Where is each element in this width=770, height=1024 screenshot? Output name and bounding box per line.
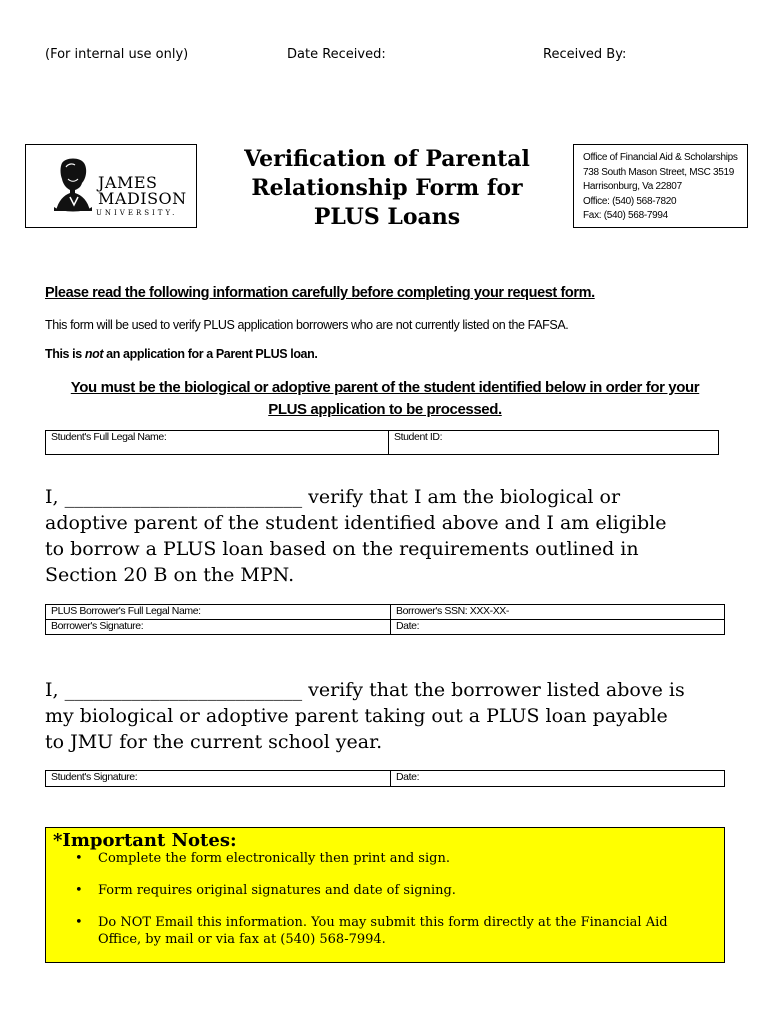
jmu-logo (25, 144, 197, 228)
statement-line: to JMU for the current school year. (45, 731, 383, 753)
eligibility-line: PLUS application to be processed. (268, 401, 502, 418)
statement-line: to borrow a PLUS loan based on the requirements outlined in (45, 538, 639, 560)
borrower-signature-field[interactable] (46, 620, 391, 635)
office-address-box (573, 144, 748, 228)
student-signature-field[interactable] (46, 771, 391, 787)
eligibility-line: You must be the biological or adoptive parent of the student identified below in order for your (70, 379, 700, 396)
note-text: Form requires original signatures and date of signing. (98, 883, 456, 898)
office-phone: Office: (540) 568-7820 (583, 195, 677, 207)
note-text: Do NOT Email this information. You may submit this form directly at the Financial Aid Office, by mail or via fax at (540) 568-7994. (98, 915, 668, 947)
note-text: Complete the form electronically then print and sign. (98, 851, 450, 866)
student-name-label: Student's Full Legal Name: (51, 431, 167, 443)
read-carefully-heading: Please read the following information carefully before completing your request form. (45, 285, 595, 301)
borrower-info-table (45, 604, 725, 635)
list-item (46, 882, 708, 899)
form-title-line: Relationship Form for (251, 175, 523, 201)
internal-use-label: (For internal use only) (45, 47, 189, 62)
student-name-field[interactable] (46, 431, 389, 455)
student-signature-label: Student's Signature: (51, 771, 138, 783)
borrower-ssn-field[interactable] (391, 605, 725, 620)
bullet-icon: • (75, 883, 83, 898)
statement-line: Section 20 B on the MPN. (45, 564, 295, 586)
student-info-table (45, 430, 719, 455)
student-date-field[interactable] (391, 771, 725, 787)
statement-line: I, _________________________ verify that I am the biological or (45, 486, 621, 508)
borrower-date-label: Date: (396, 620, 420, 632)
office-city: Harrisonburg, Va 22807 (583, 181, 682, 192)
list-item (46, 914, 708, 948)
borrower-date-field[interactable] (391, 620, 725, 635)
form-title-line: Verification of Parental (244, 146, 530, 172)
not-application-post: an application for a Parent PLUS loan. (103, 347, 318, 361)
borrower-ssn-label: Borrower's SSN: XXX-XX- (396, 605, 510, 617)
borrower-name-field[interactable] (46, 605, 391, 620)
statement-line: adoptive parent of the student identified above and I am eligible (45, 512, 667, 534)
eligibility-requirement (45, 377, 725, 421)
borrower-name-label: PLUS Borrower's Full Legal Name: (51, 605, 201, 617)
not-application-text (45, 347, 317, 361)
parent-verification-statement (45, 484, 745, 588)
student-verification-statement (45, 677, 745, 755)
date-received-label: Date Received: (287, 47, 386, 62)
list-item (46, 850, 708, 867)
logo-text-madison: MADISON (98, 189, 187, 208)
office-fax: Fax: (540) 568-7994 (583, 210, 668, 221)
student-id-field[interactable] (389, 431, 719, 455)
received-by-label: Received By: (543, 47, 627, 62)
statement-line: my biological or adoptive parent taking out a PLUS loan payable (45, 705, 668, 727)
bullet-icon: • (75, 851, 83, 866)
student-signature-table (45, 770, 725, 787)
student-id-label: Student ID: (394, 431, 443, 443)
student-date-label: Date: (396, 771, 420, 783)
form-purpose-text: This form will be used to verify PLUS application borrowers who are not currently listed on the FAFSA. (45, 318, 569, 332)
borrower-signature-label: Borrower's Signature: (51, 620, 144, 632)
bullet-icon: • (75, 915, 83, 930)
not-emphasis: not (84, 347, 104, 361)
important-notes-box (45, 827, 725, 963)
statement-line: I, _________________________ verify that the borrower listed above is (45, 679, 685, 701)
office-name: Office of Financial Aid & Scholarships (583, 152, 738, 163)
office-street: 738 South Mason Street, MSC 3519 (583, 166, 735, 178)
logo-text-university: UNIVERSITY. (96, 209, 178, 217)
form-title-line: PLUS Loans (313, 204, 461, 230)
not-application-pre: This is (45, 347, 85, 361)
important-notes-title: *Important Notes: (53, 830, 237, 851)
logo-text-james: JAMES (98, 173, 158, 192)
madison-portrait-icon (48, 157, 98, 219)
form-title (222, 145, 552, 232)
notes-list (46, 850, 708, 948)
